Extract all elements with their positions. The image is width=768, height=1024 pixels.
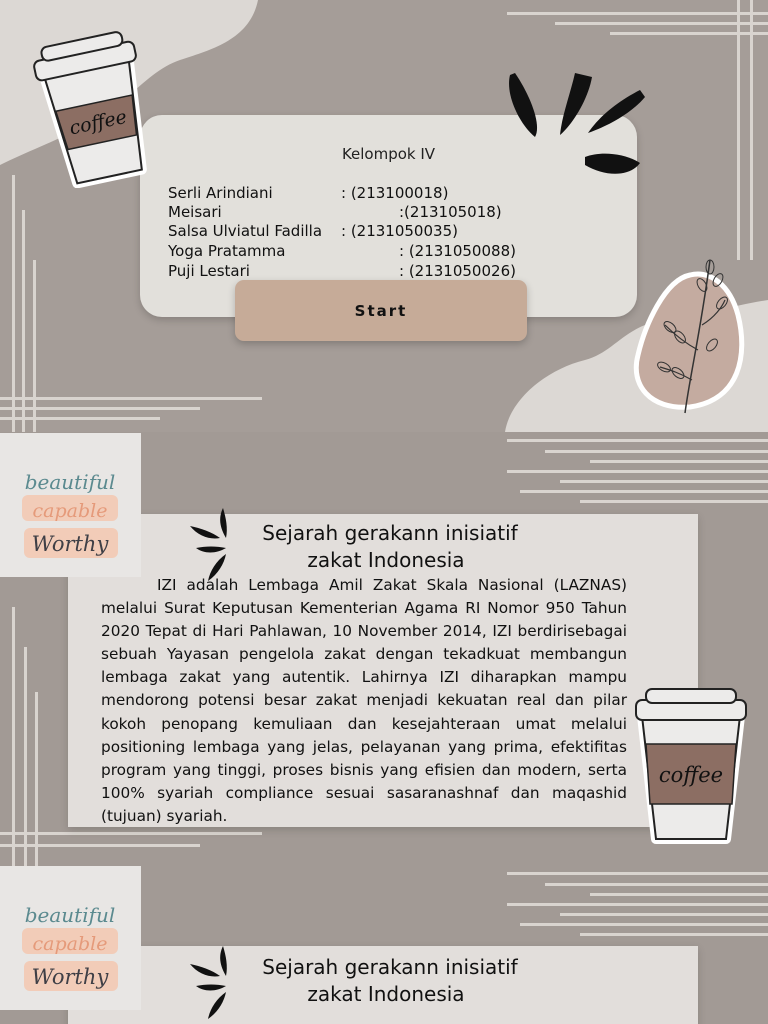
decor-line <box>35 692 38 866</box>
slide-cover <box>0 0 768 432</box>
brush-strokes-icon <box>188 944 243 1024</box>
affirmation-sticker-icon <box>0 433 141 577</box>
svg-text:capable: capable <box>32 500 108 522</box>
decor-line <box>0 397 262 400</box>
decor-line <box>12 607 15 866</box>
section-heading-line2: zakat Indonesia <box>307 548 465 572</box>
svg-text:capable: capable <box>32 933 108 955</box>
coffee-cup-icon <box>630 684 752 849</box>
decor-line <box>560 913 768 916</box>
decor-line <box>520 490 768 493</box>
decor-line <box>737 0 740 260</box>
decor-line <box>0 844 200 847</box>
decor-line <box>580 933 768 936</box>
member-name: Yoga Pratamma <box>168 242 286 260</box>
decor-line <box>610 32 768 35</box>
decor-line <box>12 175 15 432</box>
decor-line <box>507 439 768 442</box>
svg-text:coffee: coffee <box>67 105 129 140</box>
member-nim: : (213100018) <box>341 184 449 202</box>
member-nim: : (2131050088) <box>399 242 516 260</box>
member-name: Puji Lestari <box>168 262 250 280</box>
decor-line <box>545 883 768 886</box>
section-heading-line2: zakat Indonesia <box>307 982 465 1006</box>
member-name: Meisari <box>168 203 222 221</box>
svg-text:beautiful: beautiful <box>24 470 116 494</box>
plant-sticker-icon <box>630 255 750 420</box>
decor-line <box>750 0 753 260</box>
decor-line <box>507 470 768 473</box>
sticker-affirmation <box>0 433 141 577</box>
decor-line <box>507 872 768 875</box>
section-paragraph: IZI adalah Lembaga Amil Zakat Skala Nasional (LAZNAS) melalui Surat Keputusan Kementerian Agama RI Nomor 950 Tahun 2020 Tepat di Hari Pahlawan, 10 November 2014, IZI berdirisebagai sebuah Yayasan pengelola zakat dengan tekadkuat membangun lembaga zakat yang autentik. Lahirnya IZI diharapkan mampu mendorong potensi besar zakat menjadi kekuatan real dan pilar kokoh penopang kemuliaan dan kesejahteraan umat melalui positioning lembaga yang jelas, pelayanan yang prima, efektifitas program yang tinggi, proses bisnis yang efisien dan modern, serta 100% syariah compliance sesuai sasaranashnaf dan maqashid (tujuan) syariah. <box>101 576 627 825</box>
coffee-cup-icon <box>30 28 160 188</box>
member-nim: : (2131050035) <box>341 222 458 240</box>
decor-line <box>545 450 768 453</box>
group-title: Kelompok IV <box>341 145 436 163</box>
decor-line <box>590 893 768 896</box>
svg-text:coffee: coffee <box>658 763 724 787</box>
decor-line <box>0 407 200 410</box>
member-nim: : (2131050026) <box>399 262 516 280</box>
member-nim: :(213105018) <box>399 203 502 221</box>
decor-line <box>580 500 768 503</box>
section-heading-line1: Sejarah gerakann inisiatif <box>262 521 518 545</box>
svg-text:beautiful: beautiful <box>24 903 116 927</box>
member-name: Salsa Ulviatul Fadilla <box>168 222 323 240</box>
brush-strokes-icon <box>500 65 650 190</box>
member-name: Serli Arindiani <box>168 184 273 202</box>
svg-text:Worthy: Worthy <box>31 532 109 556</box>
section-heading-line1: Sejarah gerakann inisiatif <box>262 955 518 979</box>
decor-line <box>507 903 768 906</box>
decor-line <box>590 460 768 463</box>
sticker-affirmation <box>0 866 141 1010</box>
start-button[interactable]: Start <box>235 280 527 341</box>
decor-line <box>507 12 768 15</box>
svg-text:Worthy: Worthy <box>31 965 109 989</box>
decor-line <box>520 923 768 926</box>
decor-line <box>0 417 160 420</box>
decor-line <box>560 480 768 483</box>
decor-line <box>0 832 262 835</box>
affirmation-sticker-icon <box>0 866 141 1010</box>
